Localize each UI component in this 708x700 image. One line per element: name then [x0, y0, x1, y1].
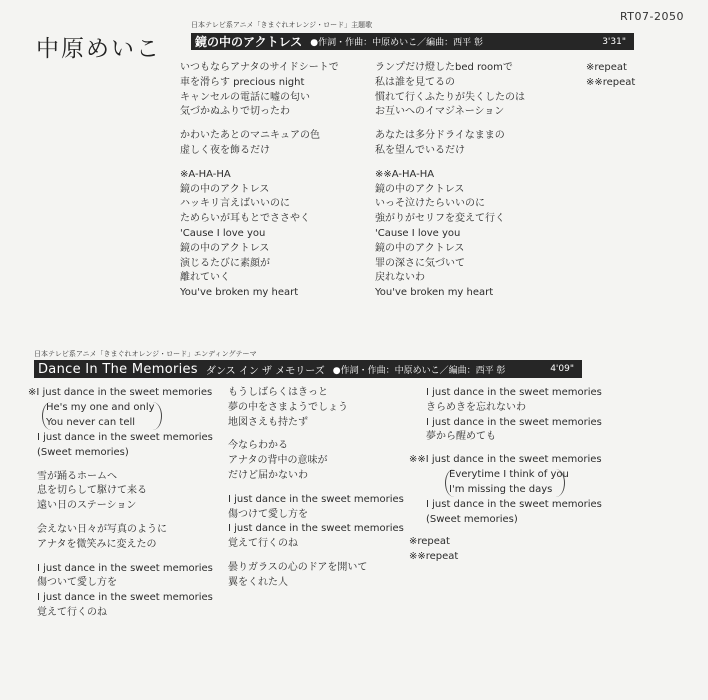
lyric-line: きらめきを忘れないわ — [426, 401, 526, 413]
lyric-line: 鏡の中のアクトレス — [375, 183, 465, 195]
lyric-line: 'Cause I love you — [375, 227, 461, 239]
lyric-line: ※repeat — [586, 62, 627, 73]
lyric-line: アナタの背中の意味が — [228, 455, 328, 467]
lyric-line: キャンセルの電話に嘘の匂い — [180, 91, 310, 103]
lyric-line: 傷つけて愛し方を — [228, 508, 308, 520]
song-b-col2 — [228, 386, 404, 591]
lyric-line: I just dance in the sweet memories — [37, 592, 213, 604]
line-gap — [228, 484, 404, 493]
song-b-title-bar — [34, 360, 582, 378]
catalog-number: RT07-2050 — [619, 10, 684, 23]
lyric-line: 夢の中をさまようでしょう — [228, 401, 348, 413]
lyric-line: 覚えて行くのね — [228, 538, 298, 550]
lyric-line: ハッキリ言えばいいのに — [180, 198, 290, 210]
lyric-line: 離れていく — [180, 272, 230, 284]
song-b-time: 4'09" — [550, 364, 574, 374]
artist-name: 中原めいこ — [36, 36, 161, 62]
song-b-col3-repeat — [409, 535, 458, 565]
tieup-text-b: 日本テレビ系アニメ「きまぐれオレンジ・ロード」エンディングテーマ — [34, 350, 257, 358]
lyric-line: You've broken my heart — [180, 287, 299, 299]
lyric-line: ※※repeat — [409, 550, 459, 562]
line-gap — [37, 514, 213, 523]
lyric-line: ※※I just dance in the sweet memories — [409, 454, 602, 465]
line-gap — [37, 461, 213, 470]
lyric-line: He's my one and only — [46, 402, 155, 413]
lyric-line: 虚しく夜を飾るだけ — [180, 144, 270, 156]
song-b-title: Dance In The Memories — [38, 361, 198, 377]
lyric-line: ※I just dance in the sweet memories — [28, 387, 213, 398]
tieup-text-a: 日本テレビ系アニメ「きまぐれオレンジ・ロード」主題歌 — [191, 21, 373, 29]
lyric-line: I just dance in the sweet memories — [37, 432, 213, 443]
song-a-title-bar — [191, 33, 634, 50]
lyric-line: ためらいが耳もとでささやく — [180, 213, 310, 225]
song-b-credits: ●作詞・作曲：中原めいこ／編曲：西平 彰 — [332, 365, 506, 376]
song-b-col1 — [28, 386, 212, 401]
song-a-lyrics-col1 — [180, 61, 339, 301]
lyric-line: Everytime I think of you — [449, 469, 569, 480]
song-b-col3-after — [426, 498, 602, 528]
song-b-col1-bracket-lines — [46, 401, 155, 431]
song-b-col1-rest — [37, 431, 213, 621]
song-b-col3-chorus — [409, 453, 602, 468]
lyric-line: ※repeat — [409, 536, 450, 547]
lyric-line: いつもならアナタのサイドシートで — [180, 62, 339, 73]
lyric-line: 地図さえも持たず — [228, 416, 308, 428]
lyric-line: 車を滑らす precious night — [180, 76, 305, 88]
lyric-line: You never can tell — [46, 416, 136, 428]
song-b-col3-bracket-lines — [449, 468, 569, 498]
lyric-line: ※※repeat — [586, 76, 636, 88]
lyric-line: ランプだけ燈したbed roomで — [375, 62, 513, 73]
line-gap — [375, 159, 525, 168]
song-a-time: 3'31" — [602, 36, 626, 47]
lyric-line: お互いへのイマジネーション — [375, 106, 505, 118]
lyric-line: 傷ついて愛し方を — [37, 577, 117, 589]
lyric-line: 私を望んでいるだけ — [375, 144, 465, 156]
lyric-line: 慣れて行くふたりが失くしたのは — [375, 91, 525, 103]
lyric-line: 会えない日々が写真のように — [37, 523, 167, 535]
lyric-line: 鏡の中のアクトレス — [180, 183, 270, 195]
line-gap — [228, 552, 404, 561]
lyric-line: あなたは多分ドライなままの — [375, 130, 505, 142]
lyric-line: 私は誰を見てるの — [375, 76, 455, 88]
lyric-line: I just dance in the sweet memories — [228, 493, 404, 505]
lyric-line: もうしばらくはきっと — [228, 387, 328, 398]
lyric-line: だけど届かないわ — [228, 469, 308, 481]
lyric-line: (Sweet memories) — [37, 446, 129, 458]
lyric-line: 鏡の中のアクトレス — [375, 242, 465, 254]
lyric-line: 息を切らして駆けて来る — [37, 485, 147, 497]
line-gap — [37, 553, 213, 562]
line-gap — [180, 120, 339, 129]
song-a-repeat-col — [586, 61, 635, 91]
lyric-line: 戻れないわ — [375, 272, 425, 284]
lyric-line: ※※A-HA-HA — [375, 168, 435, 180]
lyric-line: かわいたあとのマニキュアの色 — [180, 130, 320, 142]
lyric-line: 強がりがセリフを変えて行く — [375, 213, 505, 225]
lyric-line: I'm missing the days — [449, 483, 553, 495]
lyric-line: You've broken my heart — [375, 287, 494, 299]
lyric-line: 演じるたびに素顔が — [180, 257, 270, 269]
song-a-credits: ●作詞・作曲：中原めいこ／編曲：西平 彰 — [310, 38, 483, 48]
lyric-line: 遠い日のステーション — [37, 500, 137, 512]
lyric-line: I just dance in the sweet memories — [228, 523, 404, 535]
lyric-line: 'Cause I love you — [180, 227, 266, 239]
song-a-lyrics-col2 — [375, 61, 525, 301]
lyric-line: 鏡の中のアクトレス — [180, 242, 270, 254]
lyric-line: アナタを微笑みに変えたの — [37, 538, 157, 550]
lyric-line: 翼をくれた人 — [228, 576, 288, 588]
lyric-line: I just dance in the sweet memories — [426, 499, 602, 510]
lyric-line: 気づかぬふりで切ったわ — [180, 106, 290, 118]
line-gap — [180, 159, 339, 168]
lyric-line: I just dance in the sweet memories — [37, 562, 213, 574]
lyric-line: I just dance in the sweet memories — [426, 416, 602, 428]
lyric-line: 罪の深さに気づいて — [375, 257, 465, 269]
lyric-line: 雪が踊るホームへ — [37, 470, 117, 482]
line-gap — [375, 120, 525, 129]
lyric-line: 夢から醒めても — [426, 431, 496, 443]
lyric-line: ※A-HA-HA — [180, 168, 231, 180]
song-b-subtitle: ダンス イン ザ メモリーズ — [205, 365, 325, 377]
lyric-line: 覚えて行くのね — [37, 606, 107, 618]
lyric-line: I just dance in the sweet memories — [426, 387, 602, 398]
song-b-col3-top — [426, 386, 602, 445]
lyric-line: いっそ泣けたらいいのに — [375, 198, 485, 210]
lyric-line: 今ならわかる — [228, 440, 288, 452]
line-gap — [228, 430, 404, 439]
song-a-title: 鏡の中のアクトレス — [195, 35, 303, 49]
lyric-line: 曇りガラスの心のドアを開いて — [228, 561, 368, 573]
lyric-line: (Sweet memories) — [426, 513, 518, 525]
